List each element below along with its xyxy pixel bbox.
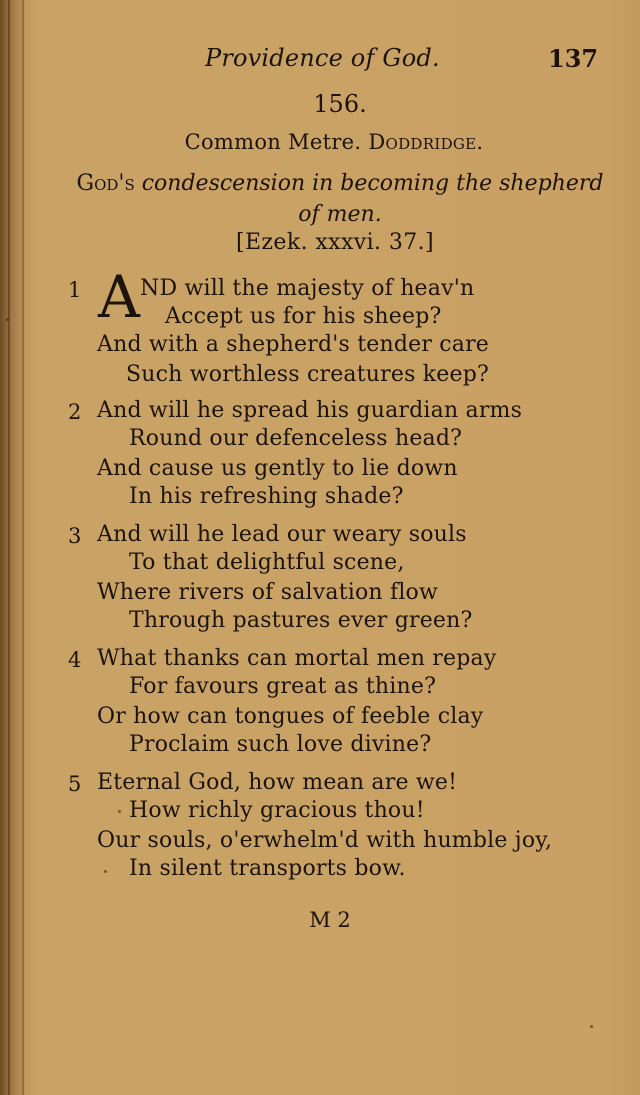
stanza-number: 3 <box>68 524 82 548</box>
ink-speck <box>118 810 121 813</box>
subject-line2: of men. <box>298 202 382 227</box>
ink-speck <box>104 870 107 873</box>
verse-line: To that delightful scene, <box>129 550 405 575</box>
running-title: Providence of God. <box>205 44 440 72</box>
stanza-number: 5 <box>68 772 82 796</box>
signature-mark: M 2 <box>309 908 351 932</box>
verse-line: What thanks can mortal men repay <box>97 646 497 671</box>
verse-line: Eternal God, how mean are we! <box>97 770 458 795</box>
verse-line: Through pastures ever green? <box>129 608 473 633</box>
scripture-reference: [Ezek. xxxvi. 37.] <box>235 230 434 255</box>
stanza-number: 4 <box>68 648 82 672</box>
verse-line: Or how can tongues of feeble clay <box>97 704 484 729</box>
page-number: 137 <box>548 44 599 73</box>
verse-line: And will he spread his guardian arms <box>97 398 523 423</box>
subject-text: condescension in becoming the shepherd <box>141 171 604 196</box>
verse-line: Such worthless creatures keep? <box>126 362 490 387</box>
verse-line: Our souls, o'erwhelm'd with humble joy, <box>97 828 553 853</box>
verse-line: Round our defenceless head? <box>129 426 463 451</box>
verse-line: Where rivers of salvation flow <box>97 580 439 605</box>
hymn-subject <box>60 168 620 230</box>
hymn-number: 156. <box>313 90 367 118</box>
stanza-number: 2 <box>68 400 82 424</box>
meter: Common Metre. <box>184 130 362 154</box>
ink-speck <box>590 1025 593 1028</box>
verse-line: How richly gracious thou! <box>129 798 425 823</box>
ink-speck <box>6 318 9 321</box>
verse-line: For favours great as thine? <box>129 674 437 699</box>
stanza-number: 1 <box>68 278 82 302</box>
verse-line: In silent transports bow. <box>129 856 406 881</box>
verse-line: Proclaim such love divine? <box>129 732 432 757</box>
author: Doddridge. <box>368 130 484 154</box>
verse-line: And will he lead our weary souls <box>97 522 467 547</box>
subject-lead: God's <box>76 171 135 196</box>
verse-line: And cause us gently to lie down <box>97 456 458 481</box>
verse-line: In his refreshing shade? <box>129 484 404 509</box>
meter-line <box>0 130 640 154</box>
verse-line: Accept us for his sheep? <box>165 304 442 329</box>
page-header <box>0 40 640 80</box>
drop-cap: A <box>98 263 140 331</box>
verse-line: ND will the majesty of heav'n <box>140 276 475 301</box>
verse-line: And with a shepherd's tender care <box>97 332 490 357</box>
